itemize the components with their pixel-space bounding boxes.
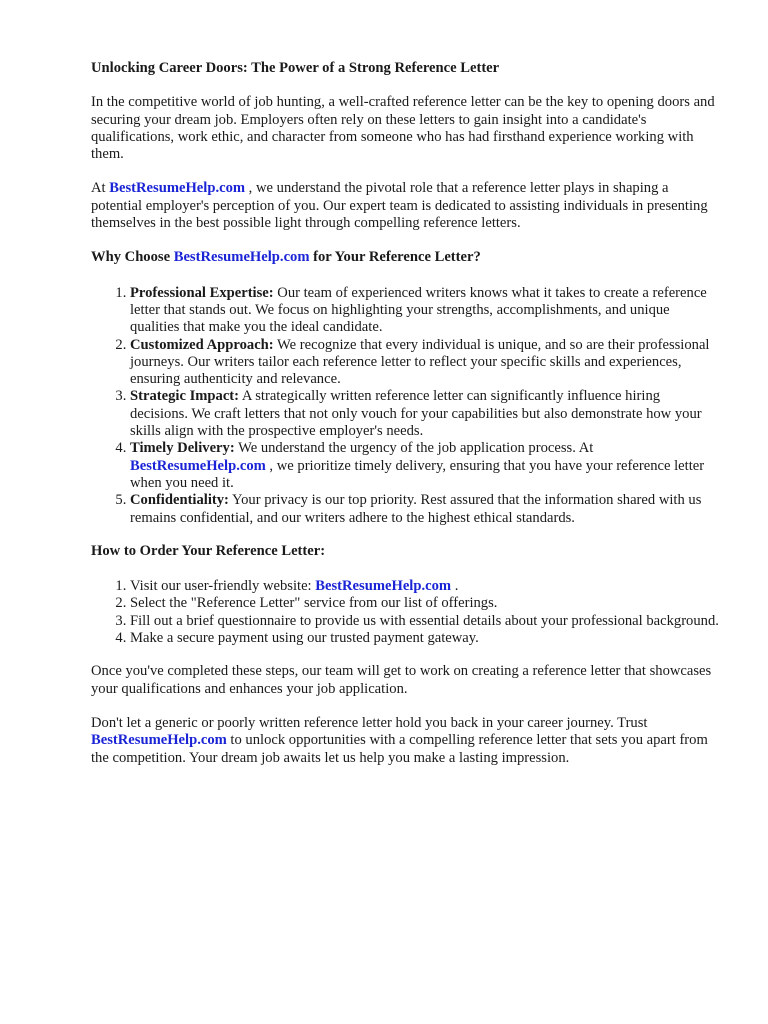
why-item [130,285,721,337]
order-step: 4. Make a secure payment using our trusted payment gateway. [130,630,721,647]
order-heading: How to Order Your Reference Letter: [91,542,326,559]
why-item-label: Professional Expertise: [130,284,274,301]
why-item [130,492,721,527]
about-prefix: At [91,180,110,197]
about-link[interactable]: BestResumeHelp.com [109,180,246,197]
why-item-text: A strategically written reference letter can significantly influence hiring decisions. We craft letters that not only vouch for your capabilities but also demonstrate how your skills align with the prospective employer's needs. [130,388,702,440]
timely-delivery-link[interactable]: BestResumeHelp.com [130,457,266,474]
order-step-suffix: . [451,578,459,595]
completion-paragraph: Once you've completed these steps, our team will get to work on creating a reference letter that showcases your qualifications and enhances your job application. [91,663,712,697]
order-website-link[interactable]: BestResumeHelp.com [315,578,452,595]
order-step: 3. Fill out a brief questionnaire to provide us with essential details about your professional background. [130,613,721,630]
why-item-text: We recognize that every individual is unique, and so are their professional journeys. Our writers tailor each reference letter to reflect your specific skills and experiences, ensuring authenticity and relevance. [130,336,710,388]
order-step-prefix: Visit our user-friendly website: [130,578,316,595]
closing-suffix: to unlock opportunities with a compelling reference letter that sets you apart from the competition. Your dream job awaits let us help you make a lasting impression. [91,732,708,766]
document-page [91,60,721,784]
why-heading [91,249,721,266]
why-item-text: Your privacy is our top priority. Rest assured that the information shared with us remains confidential, and our writers adhere to the highest ethical standards. [130,492,702,526]
about-paragraph [91,180,721,232]
intro-paragraph: In the competitive world of job hunting, a well-crafted reference letter can be the key to opening doors and securing your dream job. Employers often rely on these letters to gain insight into a candidate's qualifications, work ethic, and character from someone who has had firsthand experience working with them. [91,94,715,163]
why-item-text-after: , we prioritize timely delivery, ensuring that you have your reference letter when you need it. [130,457,705,491]
order-step [130,578,721,595]
why-item [130,337,721,389]
why-item-text: Our team of experienced writers knows what it takes to create a reference letter that stands out. We focus on highlighting your strengths, accomplishments, and unique qualities that make you the ideal candidate. [130,284,707,336]
why-heading-link[interactable]: BestResumeHelp.com [173,249,310,266]
why-item [130,388,721,440]
why-item-label: Strategic Impact: [130,388,240,405]
document-title: Unlocking Career Doors: The Power of a Strong Reference Letter [91,60,500,76]
closing-paragraph [91,715,721,767]
why-item-label: Timely Delivery: [130,440,235,457]
closing-link[interactable]: BestResumeHelp.com [91,732,227,749]
why-item-label: Customized Approach: [130,336,274,353]
why-heading-suffix: for Your Reference Letter? [309,249,481,266]
why-list [91,285,721,527]
closing-prefix: Don't let a generic or poorly written reference letter hold you back in your career journey. Trust [91,714,648,731]
order-step: 2. Select the "Reference Letter" service from our list of offerings. [130,595,721,612]
why-item [130,440,721,492]
about-suffix: , we understand the pivotal role that a reference letter plays in shaping a potential employer's perception of you. Our expert team is dedicated to assisting individuals in presenting themselves in the best possible light through compelling reference letters. [91,180,708,232]
why-item-label: Confidentiality: [130,492,229,509]
order-steps [91,578,721,647]
why-heading-prefix: Why Choose [91,249,174,266]
why-item-text: We understand the urgency of the job application process. At [234,440,594,457]
